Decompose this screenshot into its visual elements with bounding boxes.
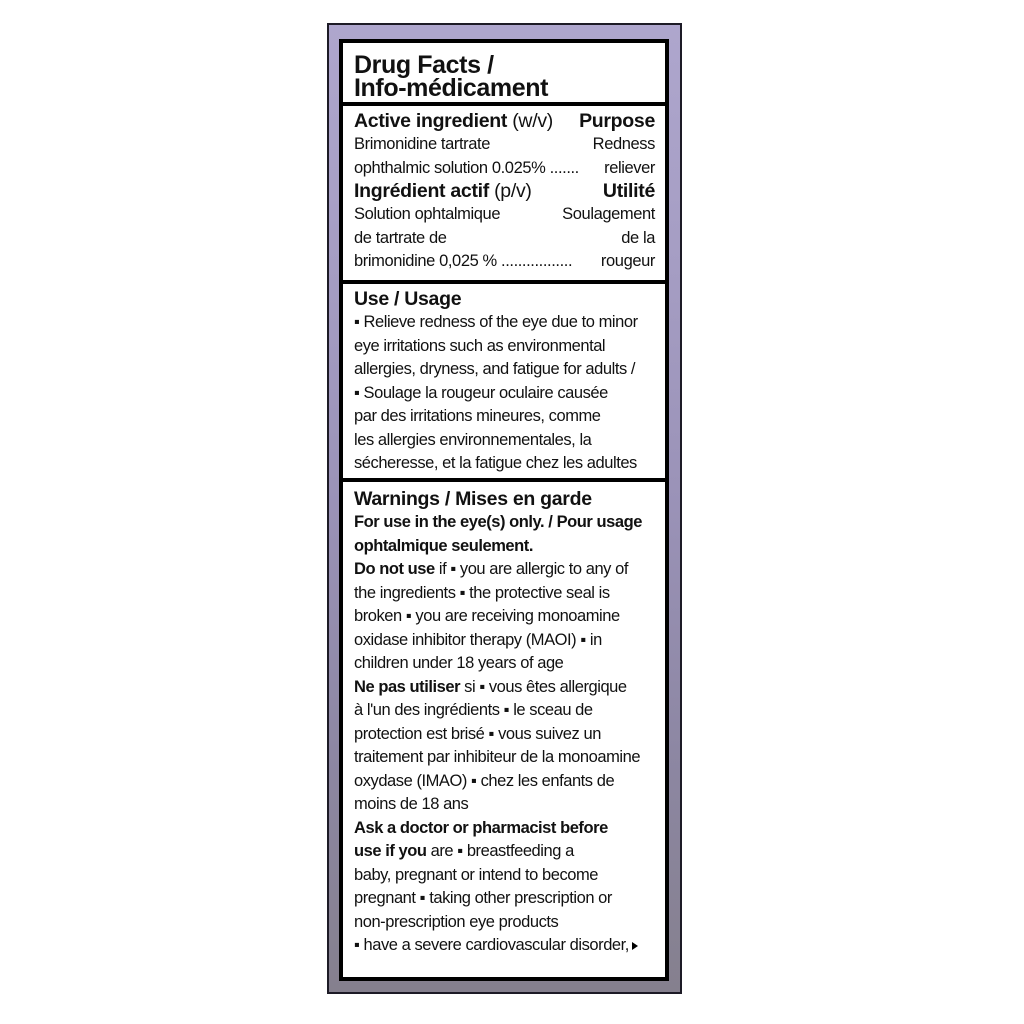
active-ingredient-section [343, 106, 665, 284]
use-line: eye irritations such as environmental [354, 336, 606, 355]
ne-pas-utiliser-line: oxydase (IMAO) ▪ chez les enfants de [354, 771, 615, 790]
use-line: par des irritations mineures, comme [354, 407, 601, 425]
ingredient-name-fr: Solution ophtalmique [354, 205, 501, 223]
do-not-use-label: Do not use [354, 560, 435, 578]
eye-only-line: ophtalmique seulement. [354, 536, 533, 555]
active-ingredient-unit: (w/v) [512, 110, 553, 132]
ask-doctor-text: are ▪ breastfeeding a [426, 842, 574, 860]
ingredient-row-fr [354, 250, 655, 274]
use-line: allergies, dryness, and fatigue for adults / [354, 360, 636, 378]
do-not-use-line [354, 558, 655, 582]
use-line: les allergies environnementales, la [354, 430, 592, 449]
ingredient-purpose-fr: Soulagement [562, 205, 655, 223]
use-section [343, 284, 665, 482]
warnings-section [343, 482, 665, 962]
ingredient-row-fr [354, 203, 655, 227]
active-ingredient-heading-group [354, 110, 553, 133]
active-ingredient-heading-en [354, 110, 655, 133]
drug-facts-panel [339, 39, 669, 981]
ingredient-name: ophthalmic solution 0.025% ....... [354, 158, 579, 177]
ask-doctor-line: baby, pregnant or intend to become [354, 865, 598, 884]
ne-pas-utiliser-label: Ne pas utiliser [354, 677, 461, 696]
ingredient-name-fr: de tartrate de [354, 228, 447, 247]
utilite-heading: Utilité [602, 180, 655, 202]
active-ingredient-heading: Active ingredient [354, 110, 508, 132]
use-heading: Use / Usage [354, 288, 462, 310]
use-line: ▪ Relieve redness of the eye due to minor [354, 313, 638, 331]
ask-doctor-label: Ask a doctor or pharmacist before [354, 818, 608, 837]
use-line: sécheresse, et la fatigue chez les adultes [354, 454, 637, 472]
ask-doctor-line [354, 840, 655, 864]
title-line-1: Drug Facts / [354, 51, 494, 79]
ne-pas-utiliser-line: traitement par inhibiteur de la monoamine [354, 748, 641, 766]
ingredient-row [354, 157, 655, 181]
last-warning-line [354, 934, 655, 958]
ingredient-purpose-fr: de la [621, 228, 655, 247]
ne-pas-utiliser-line [354, 676, 655, 700]
title-section [343, 43, 665, 106]
ask-doctor-line: pregnant ▪ taking other prescription or [354, 889, 612, 907]
ask-doctor-label-2: use if you [354, 842, 427, 860]
warnings-heading: Warnings / Mises en garde [354, 488, 592, 510]
ask-doctor-line: non-prescription eye products [354, 912, 559, 931]
ne-pas-utiliser-line: à l'un des ingrédients ▪ le sceau de [354, 701, 593, 719]
title-line-2: Info-médicament [354, 74, 549, 102]
continue-triangle-icon [632, 942, 638, 950]
ne-pas-utiliser-line: protection est brisé ▪ vous suivez un [354, 724, 601, 743]
do-not-use-text: if ▪ you are allergic to any of [434, 560, 628, 578]
ne-pas-utiliser-line: moins de 18 ans [354, 795, 469, 813]
ingredient-actif-heading-group [354, 180, 532, 203]
do-not-use-line: broken ▪ you are receiving monoamine [354, 607, 620, 625]
last-warning-text: ▪ have a severe cardiovascular disorder, [354, 936, 629, 954]
do-not-use-line: oxidase inhibitor therapy (MAOI) ▪ in [354, 630, 602, 649]
purpose-heading: Purpose [579, 110, 655, 132]
ingredient-purpose-fr: rougeur [600, 252, 655, 270]
ingredient-purpose: Redness [592, 135, 655, 153]
ingredient-actif-unit: (p/v) [494, 180, 532, 202]
ingredient-name-fr: brimonidine 0,025 % ................. [354, 252, 573, 270]
ingredient-name: Brimonidine tartrate [354, 135, 490, 153]
ingredient-actif-heading: Ingrédient actif [354, 180, 489, 202]
eye-only-line: For use in the eye(s) only. / Pour usage [354, 513, 642, 531]
ingredient-row-fr [354, 227, 655, 251]
ingredient-row [354, 133, 655, 157]
ne-pas-utiliser-text: si ▪ vous êtes allergique [460, 677, 627, 696]
do-not-use-line: the ingredients ▪ the protective seal is [354, 583, 610, 602]
use-line: ▪ Soulage la rougeur oculaire causée [354, 383, 608, 402]
ingredient-purpose: reliever [604, 158, 655, 177]
do-not-use-line: children under 18 years of age [354, 654, 564, 672]
active-ingredient-heading-fr [354, 180, 655, 203]
